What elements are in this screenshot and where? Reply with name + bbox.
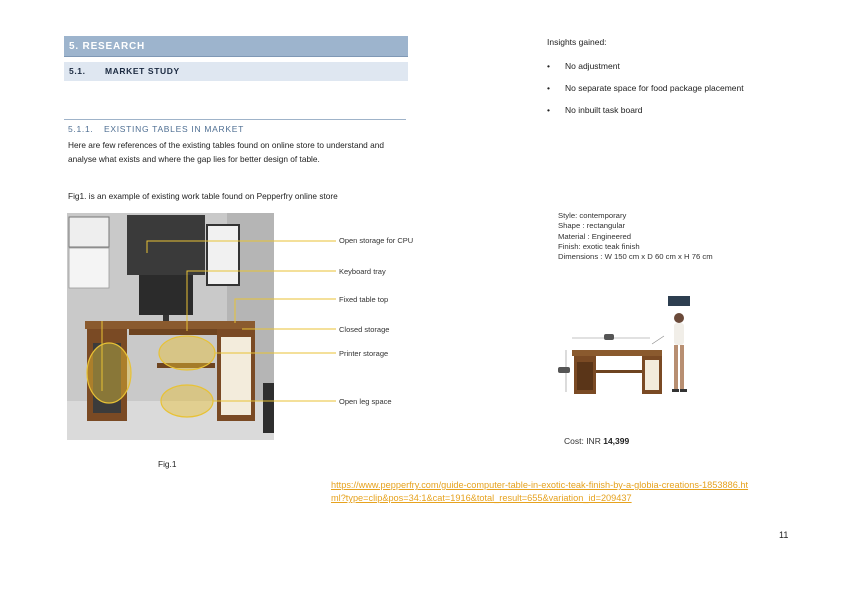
spec-dimensions: Dimensions : W 150 cm x D 60 cm x H 76 cm [558,252,713,262]
figure-caption: Fig.1 [158,459,177,469]
section-number: 5. [69,41,79,52]
spec-material: Material : Engineered [558,231,632,241]
insights-list [547,59,744,125]
callout-open-leg-space: Open leg space [339,397,392,406]
subsubsection-number: 5.1.1. [68,124,94,134]
intro-paragraph: Here are few references of the existing tables found on online store to understand and analyse what exists and where the gap lies for better design of table. [68,140,384,164]
callout-closed-storage: Closed storage [339,325,390,334]
subsection-number: 5.1. [69,66,86,76]
product-cost [564,436,629,446]
subsection-heading [64,62,408,81]
callout-fixed-table-top: Fixed table top [339,295,389,304]
callout-keyboard-tray: Keyboard tray [339,267,386,276]
callout-printer-storage: Printer storage [339,349,389,358]
pepperfry-link[interactable]: https://www.pepperfry.com/guide-computer-table-in-exotic-teak-finish-by-a-globia-creations-1853886.html?type=clip&pos=34:1&cat=1916&total_result=655&variation_id=209437 [331,480,749,503]
insights-title: Insights gained: [547,37,607,47]
spec-shape: Shape : rectangular [558,221,626,231]
section-heading [64,36,408,57]
spec-style: Style: contemporary [558,211,627,220]
page-number: 11 [779,530,789,540]
product-image [556,292,706,402]
section-title: RESEARCH [82,41,146,52]
desk-photo [67,213,274,440]
insight-item: • No separate space for food package placement [547,81,744,103]
figure-intro-paragraph: Fig1. is an example of existing work table found on Pepperfry online store [68,191,338,201]
product-specs [558,211,713,262]
cost-label: Cost: INR [564,436,601,446]
subsubsection-heading [64,119,406,133]
callout-area [274,213,444,440]
subsection-title: MARKET STUDY [105,66,180,76]
insight-item: • No adjustment [547,59,744,81]
spec-finish: Finish: exotic teak finish [558,241,640,251]
cost-value: 14,399 [603,436,630,446]
subsubsection-title: EXISTING TABLES IN MARKET [104,124,244,134]
callout-open-storage-cpu: Open storage for CPU [339,236,414,245]
insight-item: • No inbuilt task board [547,103,744,125]
